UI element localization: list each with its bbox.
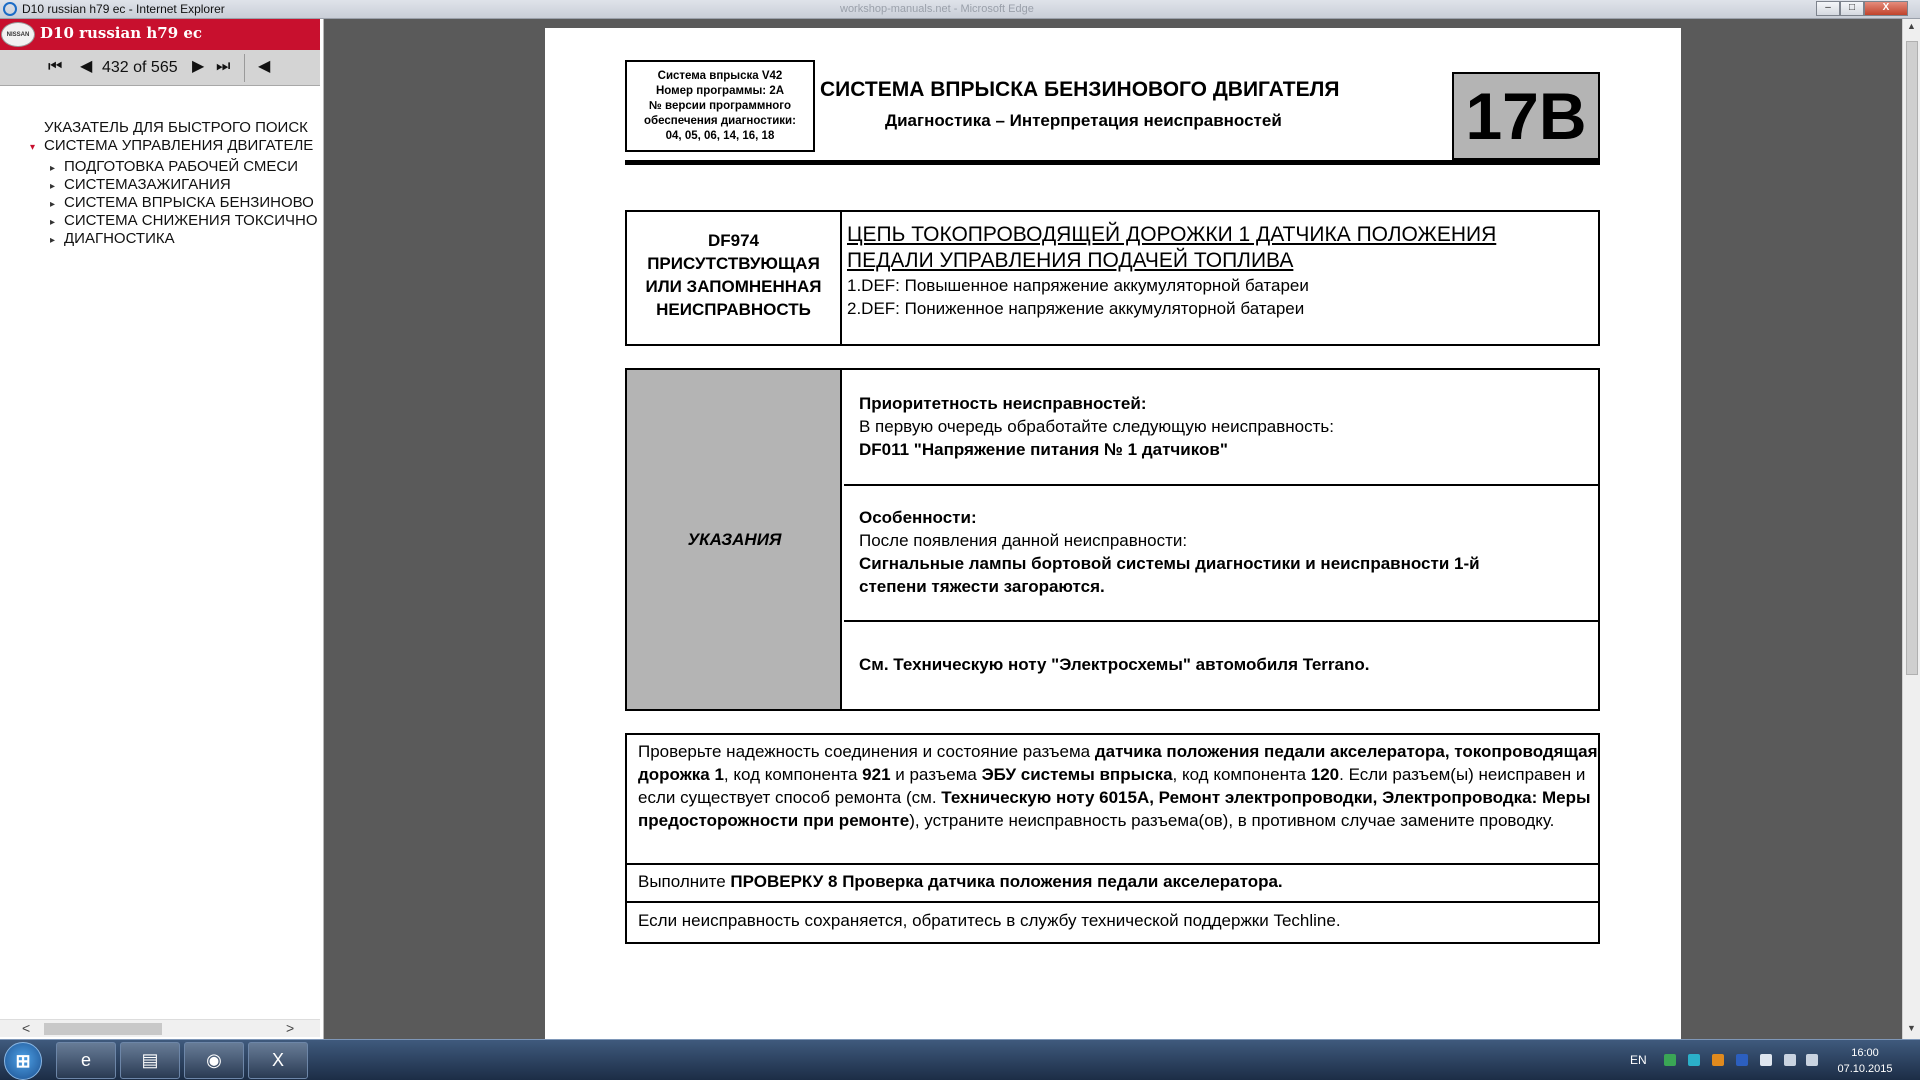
last-page-icon[interactable]: ⏭ xyxy=(216,58,231,75)
technical-note: См. Техническую ноту "Электросхемы" автомобиля Terrano. xyxy=(859,655,1370,674)
internet-explorer-icon xyxy=(3,2,17,16)
priority-title: Приоритетность неисправностей: xyxy=(859,394,1147,413)
fault-title: ПЕДАЛИ УПРАВЛЕНИЯ ПОДАЧЕЙ ТОПЛИВА xyxy=(847,249,1294,272)
instructions-label: УКАЗАНИЯ xyxy=(687,530,782,549)
collapsed-arrow-icon[interactable]: ▸ xyxy=(50,181,56,192)
check-text-bold: ЭБУ системы впрыска xyxy=(981,765,1173,784)
features-text: После появления данной неисправности: xyxy=(859,531,1188,550)
program-info-line: 04, 05, 06, 14, 16, 18 xyxy=(665,130,775,142)
fault-code: DF974 xyxy=(707,231,760,250)
action-center-flag-icon[interactable] xyxy=(1760,1054,1772,1066)
tree-item[interactable]: ▸ СИСТЕМА ВПРЫСКА БЕНЗИНОВО xyxy=(50,194,314,211)
page-navigation xyxy=(0,50,320,86)
scroll-up-icon[interactable]: ▲ xyxy=(1907,21,1916,31)
instructions-box xyxy=(625,368,1600,711)
nav-separator xyxy=(244,54,245,82)
fault-box xyxy=(625,210,1600,346)
tree-item[interactable]: ▸ ДИАГНОСТИКА xyxy=(50,230,175,247)
features-bold: Сигнальные лампы бортовой системы диагностики и неисправности 1-й xyxy=(859,554,1480,573)
previous-page-icon[interactable]: ◀ xyxy=(80,58,93,75)
start-button[interactable]: ⊞ xyxy=(4,1042,42,1080)
check-step xyxy=(627,865,1598,903)
fault-description xyxy=(847,222,1592,320)
fault-status-line: ПРИСУТСТВУЮЩАЯ xyxy=(647,254,820,273)
sidebar xyxy=(0,19,324,1039)
fault-def: 2.DEF: Пониженное напряжение аккумуляторной батареи xyxy=(847,299,1305,318)
excel-icon[interactable]: X xyxy=(248,1042,308,1079)
priority-text: В первую очередь обработайте следующую неисправность: xyxy=(859,417,1334,436)
priority-cell xyxy=(844,370,1598,486)
scrollbar-thumb[interactable] xyxy=(1906,41,1918,675)
check-text-bold: датчика положения педали акселератора, токопроводящая дорожка 1 xyxy=(638,742,1598,784)
fault-def: 1.DEF: Повышенное напряжение аккумуляторной батареи xyxy=(847,276,1309,295)
fault-title: ЦЕПЬ ТОКОПРОВОДЯЩЕЙ ДОРОЖКИ 1 ДАТЧИКА ПОЛОЖЕНИЯ xyxy=(847,223,1497,246)
features-title: Особенности: xyxy=(859,508,977,527)
program-info-line: № версии программного xyxy=(649,100,791,112)
tray-app-icon[interactable] xyxy=(1664,1054,1676,1066)
minimize-button[interactable]: – xyxy=(1816,1,1840,16)
clock-date: 07.10.2015 xyxy=(1837,1063,1893,1075)
check-paragraph xyxy=(627,735,1598,865)
program-info-line: Система впрыска V42 xyxy=(657,70,783,82)
scroll-down-icon[interactable]: ▼ xyxy=(1907,1023,1916,1033)
tree-item[interactable]: УКАЗАТЕЛЬ ДЛЯ БЫСТРОГО ПОИСК xyxy=(44,119,308,136)
tree-item[interactable]: ▸ СИСТЕМА СНИЖЕНИЯ ТОКСИЧНО xyxy=(50,212,318,229)
tree-item[interactable]: ▾ СИСТЕМА УПРАВЛЕНИЯ ДВИГАТЕЛЕ xyxy=(30,137,314,154)
program-info-box xyxy=(625,60,815,152)
check-text-bold: 120 xyxy=(1310,765,1340,784)
document-header xyxy=(0,19,320,50)
nissan-logo: NISSAN xyxy=(1,22,35,47)
collapsed-arrow-icon[interactable]: ▸ xyxy=(50,199,56,210)
check-text: . Если разъем(ы) неисправен и если существует способ ремонта (см. xyxy=(638,765,1586,807)
check-text: Проверьте надежность соединения и состояние разъема xyxy=(638,742,1095,761)
features-bold: степени тяжести загораются. xyxy=(859,577,1105,596)
check-text: ), устраните неисправность разъема(ов), в противном случае замените проводку. xyxy=(909,811,1555,830)
expanded-arrow-icon[interactable]: ▾ xyxy=(30,142,36,153)
fault-status-line: ИЛИ ЗАПОМНЕННАЯ xyxy=(645,277,822,296)
section-code: 17B xyxy=(1452,72,1600,160)
note-cell xyxy=(844,622,1598,709)
check-step-bold: ПРОВЕРКУ 8 Проверка датчика положения педали акселератора. xyxy=(730,872,1283,891)
program-info-line: обеспечения диагностики: xyxy=(644,115,796,127)
language-indicator[interactable]: EN xyxy=(1630,1053,1647,1067)
document-name: D10 russian h79 ec xyxy=(40,24,203,42)
check-text-bold: 921 xyxy=(862,765,891,784)
page-title: СИСТЕМА ВПРЫСКА БЕНЗИНОВОГО ДВИГАТЕЛЯ xyxy=(820,78,1340,101)
background-window-title: workshop-manuals.net - Microsoft Edge xyxy=(840,3,1034,15)
horizontal-scrollbar[interactable] xyxy=(0,1019,320,1037)
check-text: и разъема xyxy=(890,765,982,784)
back-icon[interactable]: ◀ xyxy=(258,58,271,75)
taskbar xyxy=(0,1039,1920,1080)
priority-fault: DF011 "Напряжение питания № 1 датчиков" xyxy=(859,440,1228,459)
check-step-text: Выполните xyxy=(638,872,731,891)
program-info-line: Номер программы: 2A xyxy=(655,85,785,97)
fault-code-cell xyxy=(627,212,842,344)
support-note: Если неисправность сохраняется, обратитесь в службу технической поддержки Techline. xyxy=(638,911,1341,930)
network-icon[interactable] xyxy=(1784,1054,1796,1066)
instructions-label-cell xyxy=(627,370,842,709)
fault-status-line: НЕИСПРАВНОСТЬ xyxy=(656,300,811,319)
tray-app-icon[interactable] xyxy=(1736,1054,1748,1066)
checks-box xyxy=(625,733,1600,944)
check-text: , код компонента xyxy=(1172,765,1311,784)
check-text-bold: Техническую ноту 6015A, Ремонт электропроводки, Электропроводка: Меры предосторожности при ремонте xyxy=(638,788,1591,830)
features-cell xyxy=(844,486,1598,622)
collapsed-arrow-icon[interactable]: ▸ xyxy=(50,163,56,174)
collapsed-arrow-icon[interactable]: ▸ xyxy=(50,235,56,246)
window-title: D10 russian h79 ec - Internet Explorer xyxy=(22,2,225,16)
next-page-icon[interactable]: ▶ xyxy=(192,58,205,75)
check-text: , код компонента xyxy=(723,765,863,784)
header-rule xyxy=(625,160,1600,165)
close-button[interactable]: X xyxy=(1864,1,1908,16)
file-explorer-icon[interactable]: ▤ xyxy=(120,1042,180,1079)
tree-item[interactable]: ▸ СИСТЕМАЗАЖИГАНИЯ xyxy=(50,176,231,193)
volume-icon[interactable] xyxy=(1806,1054,1818,1066)
chrome-icon[interactable]: ◉ xyxy=(184,1042,244,1079)
scrollbar-thumb[interactable] xyxy=(44,1023,162,1035)
page-subtitle: Диагностика – Интерпретация неисправностей xyxy=(885,111,1282,130)
collapsed-arrow-icon[interactable]: ▸ xyxy=(50,217,56,228)
scroll-right-icon[interactable]: > xyxy=(286,1020,295,1036)
document-page xyxy=(545,28,1681,1040)
tray-app-icon[interactable] xyxy=(1712,1054,1724,1066)
maximize-button[interactable]: □ xyxy=(1840,1,1864,16)
internet-explorer-icon[interactable]: e xyxy=(56,1042,116,1079)
tree-item[interactable]: ▸ ПОДГОТОВКА РАБОЧЕЙ СМЕСИ xyxy=(50,158,299,175)
system-clock[interactable] xyxy=(1830,1045,1900,1077)
first-page-icon[interactable]: ⏮ xyxy=(48,58,63,75)
page-counter: 432 of 565 xyxy=(102,59,178,76)
vertical-scrollbar[interactable] xyxy=(1902,19,1920,1039)
scroll-left-icon[interactable]: < xyxy=(22,1020,31,1036)
clock-time: 16:00 xyxy=(1851,1047,1879,1059)
window-titlebar xyxy=(0,0,1920,19)
tray-app-icon[interactable] xyxy=(1688,1054,1700,1066)
